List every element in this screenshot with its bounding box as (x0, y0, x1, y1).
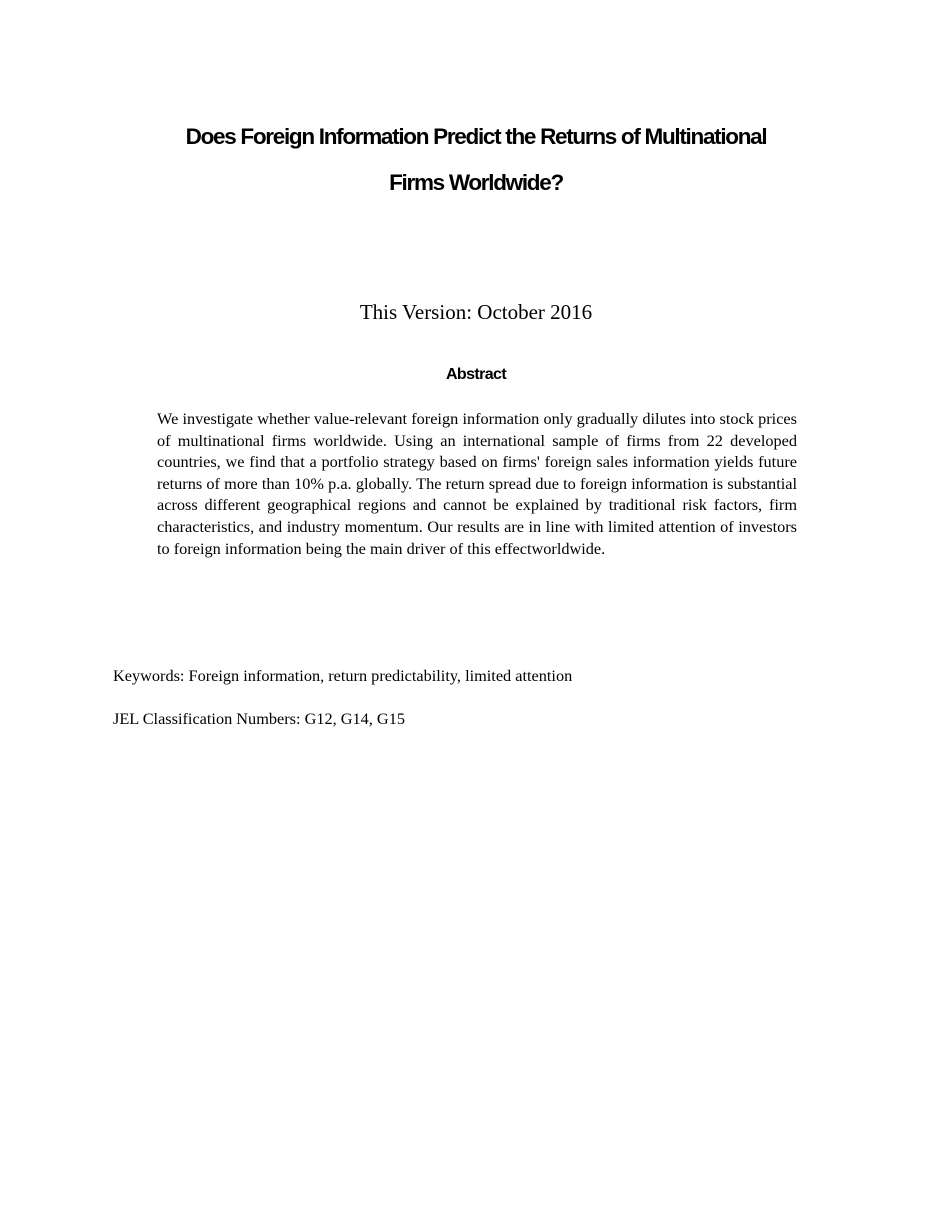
keywords: Keywords: Foreign information, return predictability, limited attention (113, 666, 573, 685)
abstract-heading: Abstract (445, 366, 507, 383)
paper-title-line-1: Does Foreign Information Predict the Returns of Multinational (185, 124, 767, 149)
paper-title-line-2: Firms Worldwide? (389, 170, 563, 195)
jel-classification: JEL Classification Numbers: G12, G14, G15 (113, 709, 405, 728)
version-date: This Version: October 2016 (359, 300, 593, 324)
abstract-text: We investigate whether value-relevant foreign information only gradually dilutes into stock prices of multinational firms worldwide. Using an international sample of firms from 22 developed countries, we find that a portfolio strategy based on firms' foreign sales information yields future returns of more than 10% p.a. globally. The return spread due to foreign information is substantial across different geographical regions and cannot be explained by traditional risk factors, firm characteristics, and industry momentum. Our results are in line with limited attention of investors to foreign information being the main driver of this effectworldwide. (157, 409, 797, 558)
